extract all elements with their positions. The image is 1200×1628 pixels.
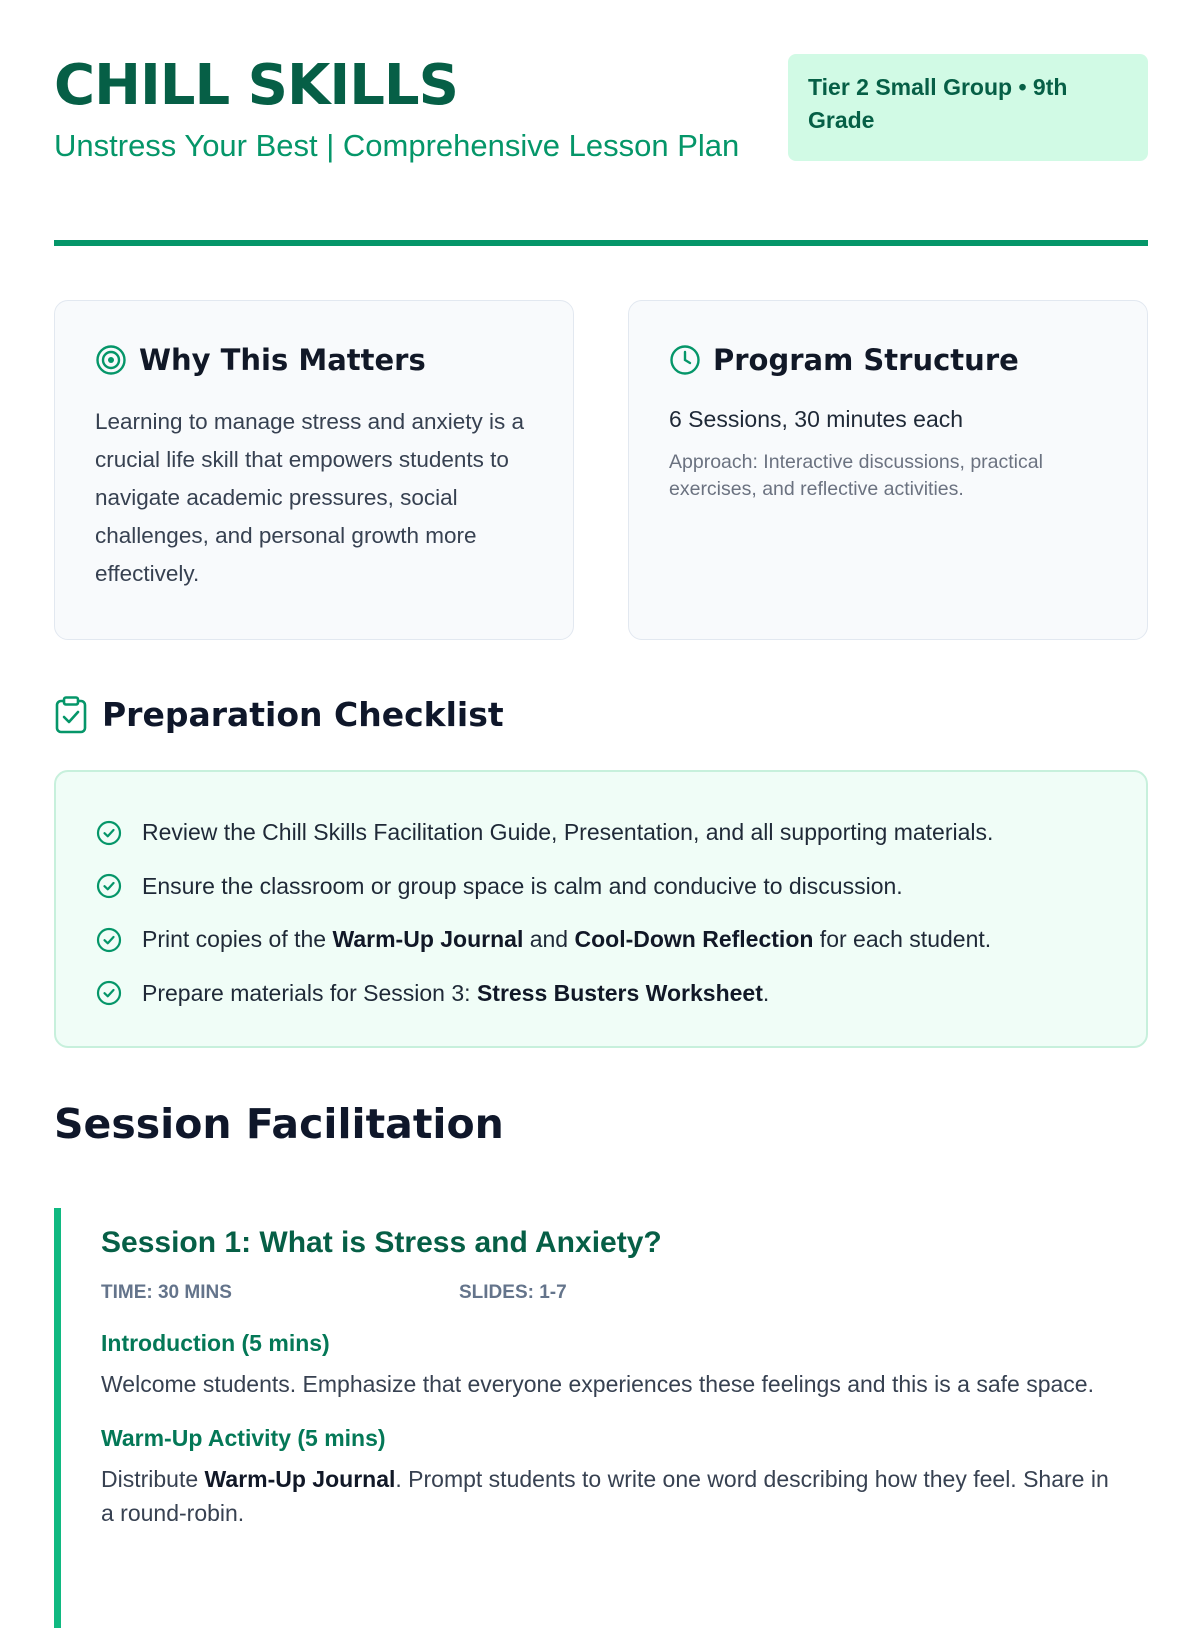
header-divider: [54, 240, 1148, 246]
step-title: Warm-Up Activity (5 mins): [101, 1425, 386, 1451]
checklist-item: [96, 913, 1106, 967]
session-meta: [101, 1282, 1148, 1304]
checklist-item: [96, 860, 1106, 914]
step-body: Distribute Warm-Up Journal. Prompt students to write one word describing how they feel. Share in a round-robin.: [101, 1466, 1109, 1526]
check-circle-icon: [96, 927, 122, 953]
session-time: TIME: 30 MINS: [101, 1282, 232, 1303]
check-circle-icon: [96, 980, 122, 1006]
card-title: Why This Matters: [139, 343, 426, 377]
card-title: Program Structure: [713, 343, 1019, 377]
checklist-item-text: Ensure the classroom or group space is calm and conducive to discussion.: [142, 872, 903, 899]
session-title: Session 1: What is Stress and Anxiety?: [101, 1226, 662, 1259]
checklist-item: [96, 806, 1106, 860]
checklist-item-text: Print copies of the Warm-Up Journal and Cool-Down Reflection for each student.: [142, 926, 992, 953]
preparation-checklist-heading: [54, 695, 504, 734]
section-title: Preparation Checklist: [102, 695, 504, 734]
session-1-block: [54, 1208, 1148, 1628]
preparation-checklist: [54, 770, 1148, 1048]
page-subtitle: Unstress Your Best | Comprehensive Lesson Plan: [54, 128, 740, 163]
page-title: CHILL SKILLS: [54, 53, 458, 118]
approach-note: Approach: Interactive discussions, practical exercises, and reflective activities.: [669, 451, 1043, 500]
check-circle-icon: [96, 820, 122, 846]
step-body: Welcome students. Emphasize that everyone experiences these feelings and this is a safe space.: [101, 1371, 1094, 1397]
clipboard-check-icon: [54, 696, 88, 734]
step-title: Introduction (5 mins): [101, 1330, 330, 1356]
card-body: Learning to manage stress and anxiety is a crucial life skill that empowers students to navigate academic pressures, social challenges, and personal growth more effectively.: [95, 409, 525, 586]
session-slides: SLIDES: 1-7: [459, 1282, 567, 1303]
why-this-matters-card: [54, 300, 574, 640]
checklist-item-text: Review the Chill Skills Facilitation Guide, Presentation, and all supporting materials.: [142, 819, 994, 846]
program-structure-card: [628, 300, 1148, 640]
check-circle-icon: [96, 873, 122, 899]
checklist-item-text: Prepare materials for Session 3: Stress Busters Worksheet.: [142, 979, 770, 1006]
sessions-summary: 6 Sessions, 30 minutes each: [669, 406, 964, 432]
header: [54, 50, 1148, 169]
target-icon: [95, 344, 127, 376]
tier-badge: Tier 2 Small Group • 9th Grade: [788, 54, 1148, 161]
clock-icon: [669, 344, 701, 376]
checklist-item: [96, 967, 1106, 1021]
session-facilitation-title: Session Facilitation: [54, 1100, 504, 1148]
